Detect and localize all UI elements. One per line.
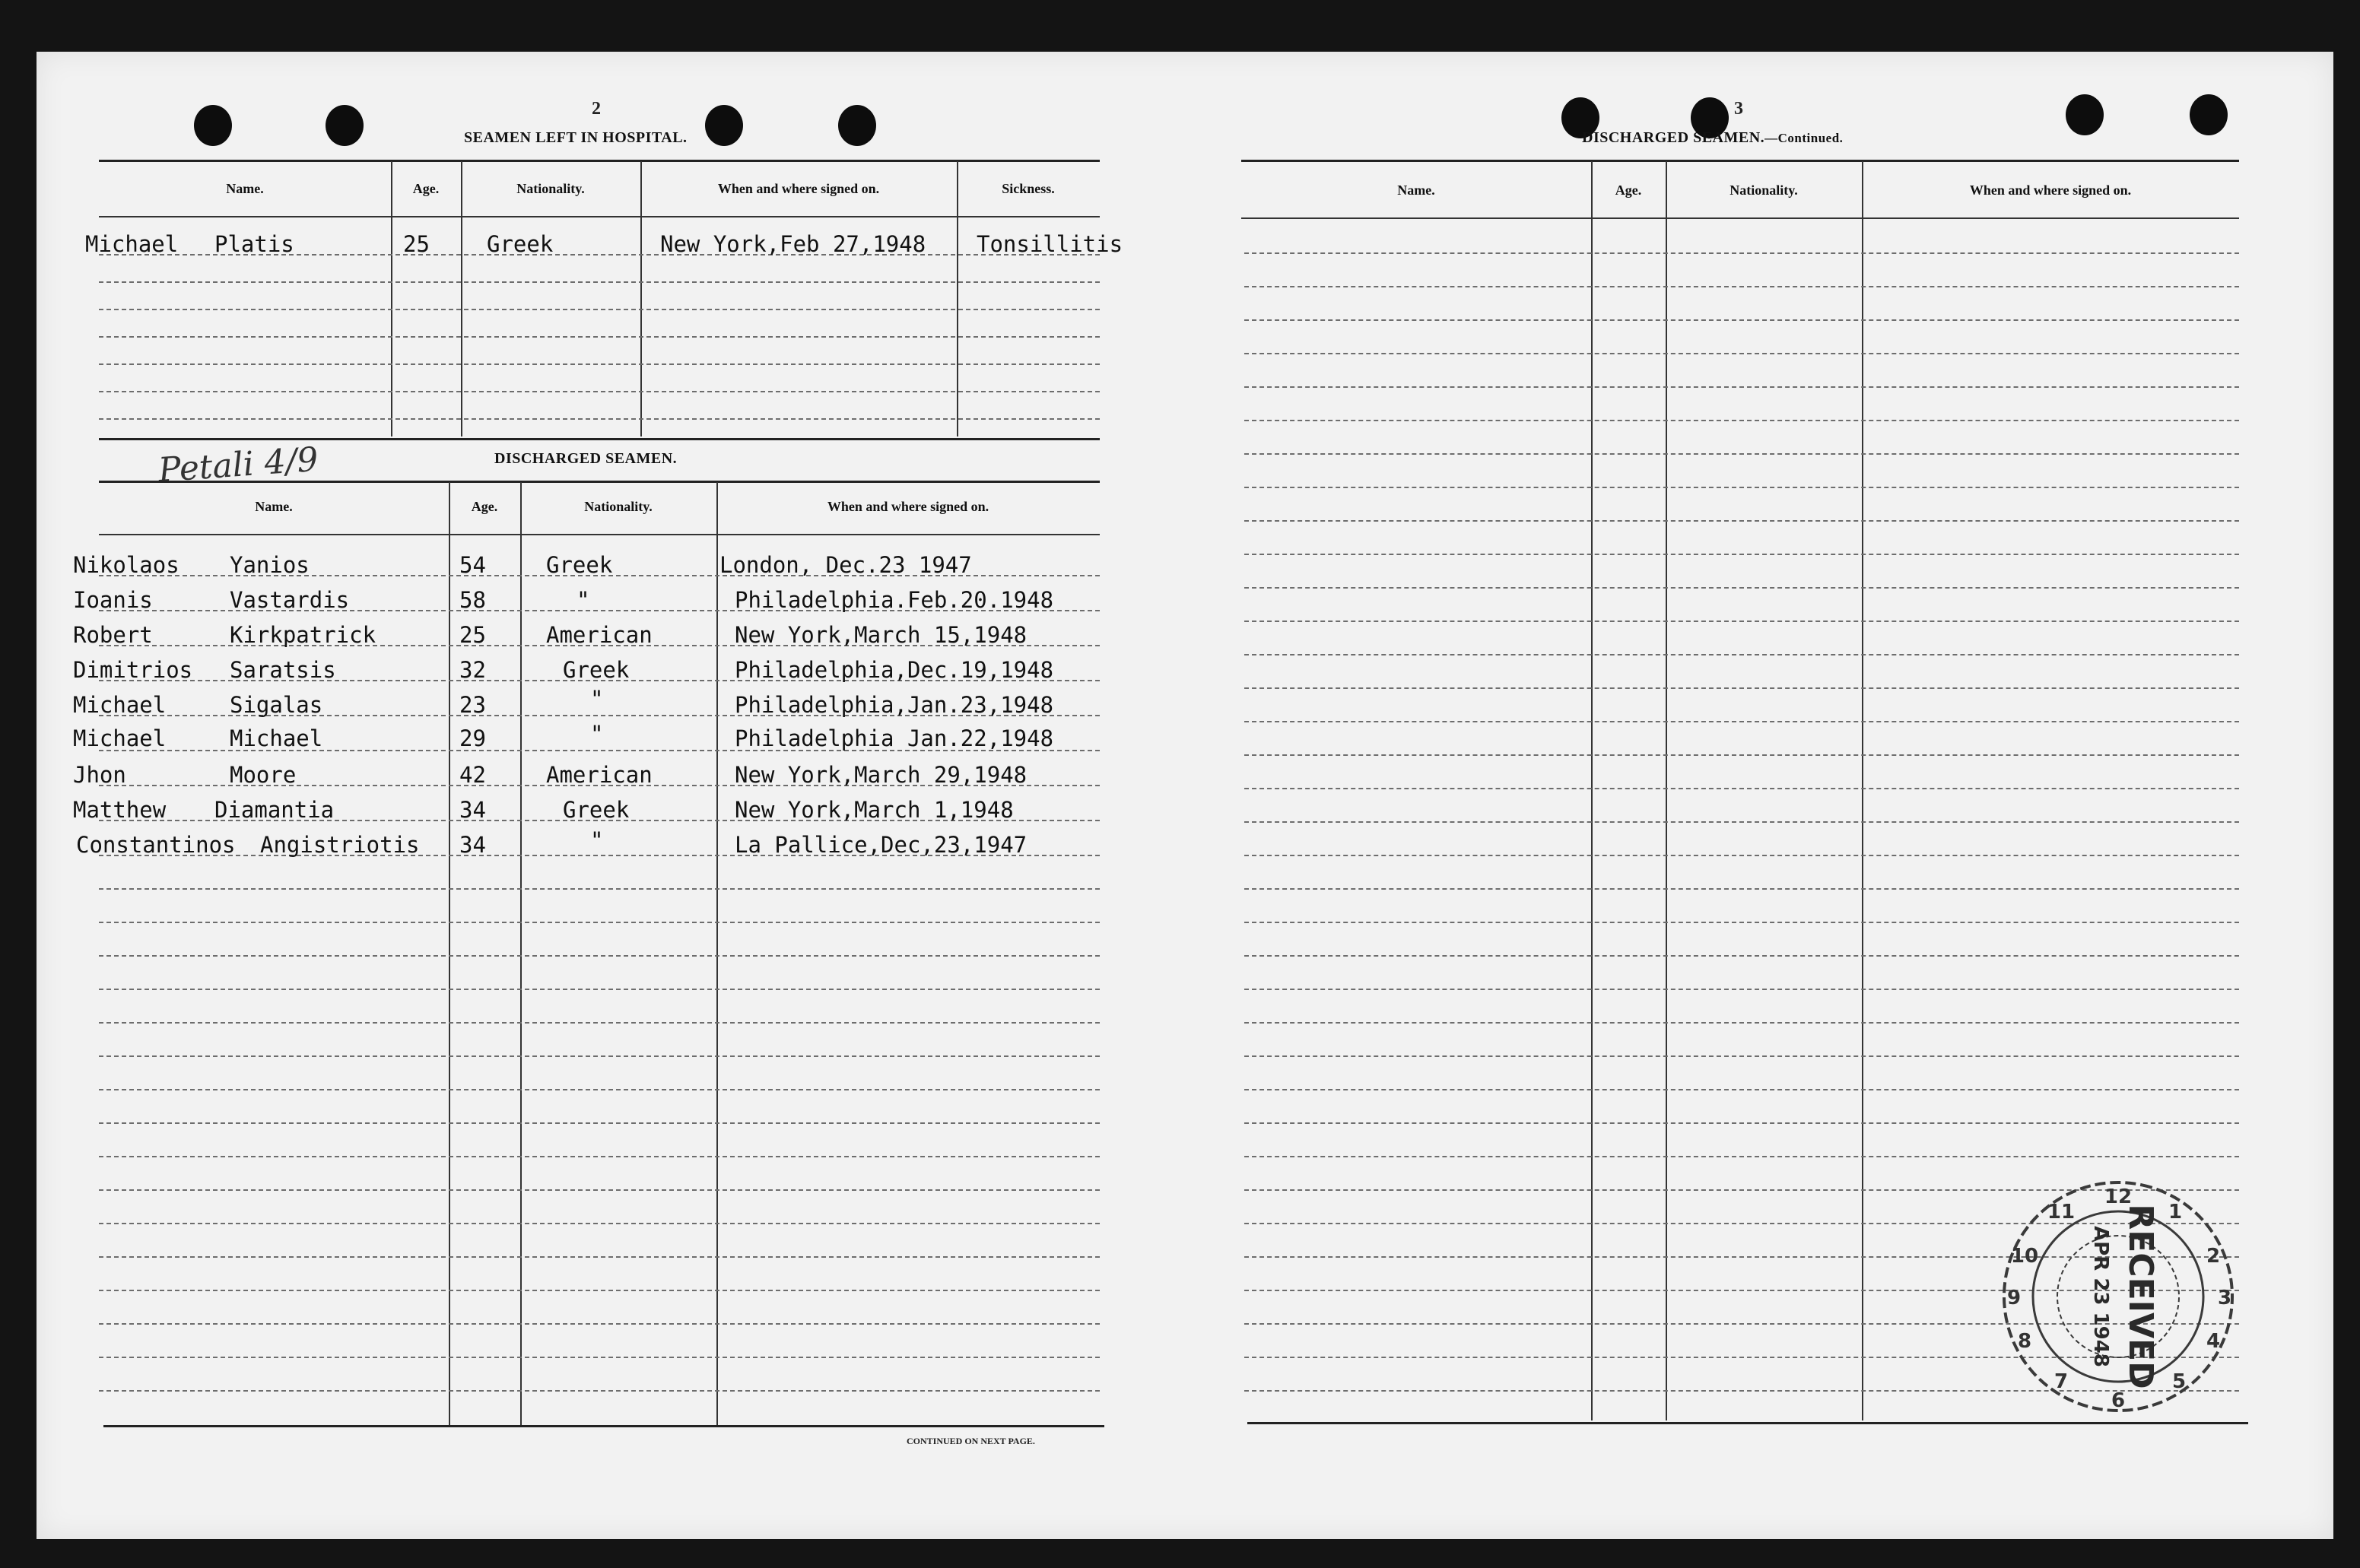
row-line: [99, 1156, 1100, 1157]
nationality-cell: ": [590, 827, 604, 853]
signed-on-cell: New York,March 15,1948: [735, 622, 1028, 648]
nationality-cell: ": [590, 721, 604, 747]
header-rule: [99, 216, 1100, 217]
nationality-cell: Greek: [487, 231, 554, 257]
svg-text:2: 2: [2206, 1245, 2221, 1268]
row-line: [1244, 821, 2239, 823]
nationality-cell: American: [546, 762, 653, 788]
continued-title-suffix: —Continued.: [1764, 131, 1844, 145]
name-first: Michael: [85, 231, 179, 257]
hospital-header-age: Age.: [412, 181, 440, 196]
nationality-cell: ": [577, 587, 590, 613]
row-line: [1244, 353, 2239, 354]
discharged-header-nationality: Nationality.: [584, 499, 653, 514]
right-header-nationality: Nationality.: [1730, 183, 1798, 198]
row-line: [1244, 888, 2239, 890]
svg-text:5: 5: [2171, 1370, 2187, 1393]
row-line: [1244, 1055, 2239, 1057]
nationality-cell: American: [546, 622, 653, 648]
svg-text:12: 12: [2104, 1186, 2133, 1208]
row-line: [99, 888, 1100, 890]
header-rule: [1241, 217, 2239, 219]
row-line: [1244, 520, 2239, 522]
column-divider: [461, 161, 462, 436]
svg-text:RECEIVED: RECEIVED: [2121, 1204, 2160, 1389]
row-line: [1244, 621, 2239, 622]
row-line: [99, 989, 1100, 990]
age-cell: 34: [459, 832, 486, 858]
discharged-header-name: Name.: [255, 499, 293, 514]
nationality-cell: Greek: [546, 552, 613, 578]
row-line: [99, 1357, 1100, 1358]
punch-hole: [194, 105, 232, 146]
row-line: [1244, 855, 2239, 856]
age-cell: 32: [459, 657, 486, 683]
page-number-right: 3: [1734, 99, 1743, 119]
continued-title-main: DISCHARGED SEAMEN.: [1582, 129, 1765, 146]
name-first: Nikolaos: [73, 552, 179, 578]
row-line: [1244, 788, 2239, 789]
svg-text:9: 9: [2006, 1287, 2022, 1309]
svg-text:8: 8: [2017, 1330, 2032, 1353]
nationality-cell: ": [590, 686, 604, 712]
column-divider: [1591, 161, 1593, 1420]
row-line: [99, 1089, 1100, 1090]
row-line: [99, 363, 1100, 365]
svg-text:4: 4: [2206, 1330, 2221, 1353]
name-last: Angistriotis: [260, 832, 420, 858]
name-first: Robert: [73, 622, 153, 648]
right-header-signed-on: When and where signed on.: [1969, 183, 2132, 198]
name-last: Moore: [230, 762, 297, 788]
row-line: [99, 1323, 1100, 1325]
hospital-header-name: Name.: [226, 181, 264, 196]
column-divider: [1666, 161, 1667, 1420]
nationality-cell: Greek: [563, 657, 630, 683]
signed-on-cell: Philadelphia.Feb.20.1948: [735, 587, 1054, 613]
svg-text:1: 1: [2168, 1201, 2183, 1224]
name-first: Ioanis: [73, 587, 153, 613]
header-rule: [99, 534, 1100, 535]
discharged-section-title: DISCHARGED SEAMEN.: [494, 450, 678, 467]
row-line: [1244, 654, 2239, 655]
table-top-rule: [99, 160, 1100, 162]
signed-on-cell: New York,March 1,1948: [735, 797, 1014, 823]
table-top-rule: [99, 481, 1100, 483]
signed-on-cell: La Pallice,Dec,23,1947: [735, 832, 1028, 858]
row-line: [1244, 1089, 2239, 1090]
row-line: [1244, 453, 2239, 455]
svg-text:11: 11: [2047, 1201, 2076, 1224]
column-divider: [640, 161, 642, 436]
row-line: [99, 1390, 1100, 1392]
punch-hole: [705, 105, 743, 146]
continued-note: CONTINUED ON NEXT PAGE.: [907, 1436, 1035, 1446]
signed-on-cell: New York,March 29,1948: [735, 762, 1028, 788]
signed-on-cell: New York,Feb 27,1948: [660, 231, 926, 257]
hospital-header-sickness: Sickness.: [1002, 181, 1055, 196]
hospital-header-nationality: Nationality.: [516, 181, 585, 196]
row-line: [1244, 252, 2239, 254]
svg-text:7: 7: [2053, 1370, 2069, 1393]
age-cell: 58: [459, 587, 486, 613]
signed-on-cell: Philadelphia Jan.22,1948: [735, 725, 1054, 751]
row-line: [1244, 687, 2239, 689]
row-line: [99, 955, 1100, 957]
row-line: [99, 1223, 1100, 1224]
row-line: [1244, 754, 2239, 756]
row-line: [1244, 319, 2239, 321]
name-last: Vastardis: [230, 587, 350, 613]
signed-on-cell: Philadelphia,Jan.23,1948: [735, 692, 1054, 718]
row-line: [1244, 420, 2239, 421]
svg-text:6: 6: [2111, 1389, 2126, 1412]
row-line: [99, 922, 1100, 923]
row-line: [1244, 386, 2239, 388]
punch-hole: [838, 105, 876, 146]
age-cell: 54: [459, 552, 486, 578]
row-line: [1244, 1022, 2239, 1024]
column-divider: [1862, 161, 1863, 1420]
age-cell: 23: [459, 692, 486, 718]
hospital-header-signed-on: When and where signed on.: [717, 181, 880, 196]
name-first: Michael: [73, 692, 167, 718]
table-top-rule: [1241, 160, 2239, 162]
name-first: Dimitrios: [73, 657, 193, 683]
name-last: Kirkpatrick: [230, 622, 376, 648]
age-cell: 25: [459, 622, 486, 648]
row-line: [1244, 922, 2239, 923]
section-rule: [99, 438, 1100, 440]
row-line: [99, 1055, 1100, 1057]
name-last: Saratsis: [230, 657, 336, 683]
row-line: [99, 1022, 1100, 1024]
hospital-section-title: SEAMEN LEFT IN HOSPITAL.: [464, 129, 688, 146]
name-last: Diamantia: [214, 797, 335, 823]
name-first: Jhon: [73, 762, 126, 788]
row-line: [1244, 286, 2239, 287]
signed-on-cell: Philadelphia,Dec.19,1948: [735, 657, 1054, 683]
table-bottom-rule: [1247, 1422, 2248, 1424]
punch-hole: [2190, 94, 2228, 135]
row-line: [99, 391, 1100, 392]
svg-text:APR 23 1948: APR 23 1948: [2089, 1226, 2112, 1367]
column-divider: [716, 482, 718, 1425]
row-line: [99, 309, 1100, 310]
name-first: Constantinos: [76, 832, 236, 858]
row-line: [1244, 1122, 2239, 1124]
row-line: [99, 1122, 1100, 1124]
age-cell: 25: [403, 231, 430, 257]
row-line: [99, 281, 1100, 283]
punch-hole: [326, 105, 364, 146]
table-bottom-rule: [103, 1425, 1104, 1427]
row-line: [99, 336, 1100, 338]
continued-section-title: [1582, 129, 1843, 147]
row-line: [99, 1256, 1100, 1258]
name-last: Michael: [230, 725, 323, 751]
column-divider: [449, 482, 450, 1425]
nationality-cell: Greek: [563, 797, 630, 823]
row-line: [1244, 487, 2239, 488]
right-header-age: Age.: [1615, 183, 1642, 198]
column-divider: [391, 161, 392, 436]
right-header-name: Name.: [1397, 183, 1435, 198]
discharged-header-age: Age.: [471, 499, 498, 514]
signed-on-cell: London, Dec.23 1947: [719, 552, 972, 578]
sickness-cell: Tonsillitis: [977, 231, 1123, 257]
name-first: Matthew: [73, 797, 167, 823]
name-first: Michael: [73, 725, 167, 751]
discharged-header-signed-on: When and where signed on.: [827, 499, 989, 514]
row-line: [1244, 1156, 2239, 1157]
document-sheet: [37, 52, 2333, 1539]
name-last: Platis: [214, 231, 294, 257]
page-number-left: 2: [592, 99, 601, 119]
received-stamp: [1993, 1171, 2244, 1422]
age-cell: 34: [459, 797, 486, 823]
row-line: [99, 418, 1100, 420]
row-line: [1244, 955, 2239, 957]
column-divider: [957, 161, 958, 436]
column-divider: [520, 482, 522, 1425]
age-cell: 42: [459, 762, 486, 788]
handwritten-note: Petali 4/9: [157, 440, 320, 490]
row-line: [99, 1290, 1100, 1291]
punch-hole: [2066, 94, 2104, 135]
row-line: [1244, 554, 2239, 555]
row-line: [1244, 721, 2239, 722]
row-line: [1244, 587, 2239, 589]
row-line: [99, 1189, 1100, 1191]
name-last: Sigalas: [230, 692, 323, 718]
age-cell: 29: [459, 725, 486, 751]
svg-text:3: 3: [2217, 1287, 2232, 1309]
svg-text:10: 10: [2010, 1245, 2039, 1268]
name-last: Yanios: [230, 552, 310, 578]
row-line: [1244, 989, 2239, 990]
